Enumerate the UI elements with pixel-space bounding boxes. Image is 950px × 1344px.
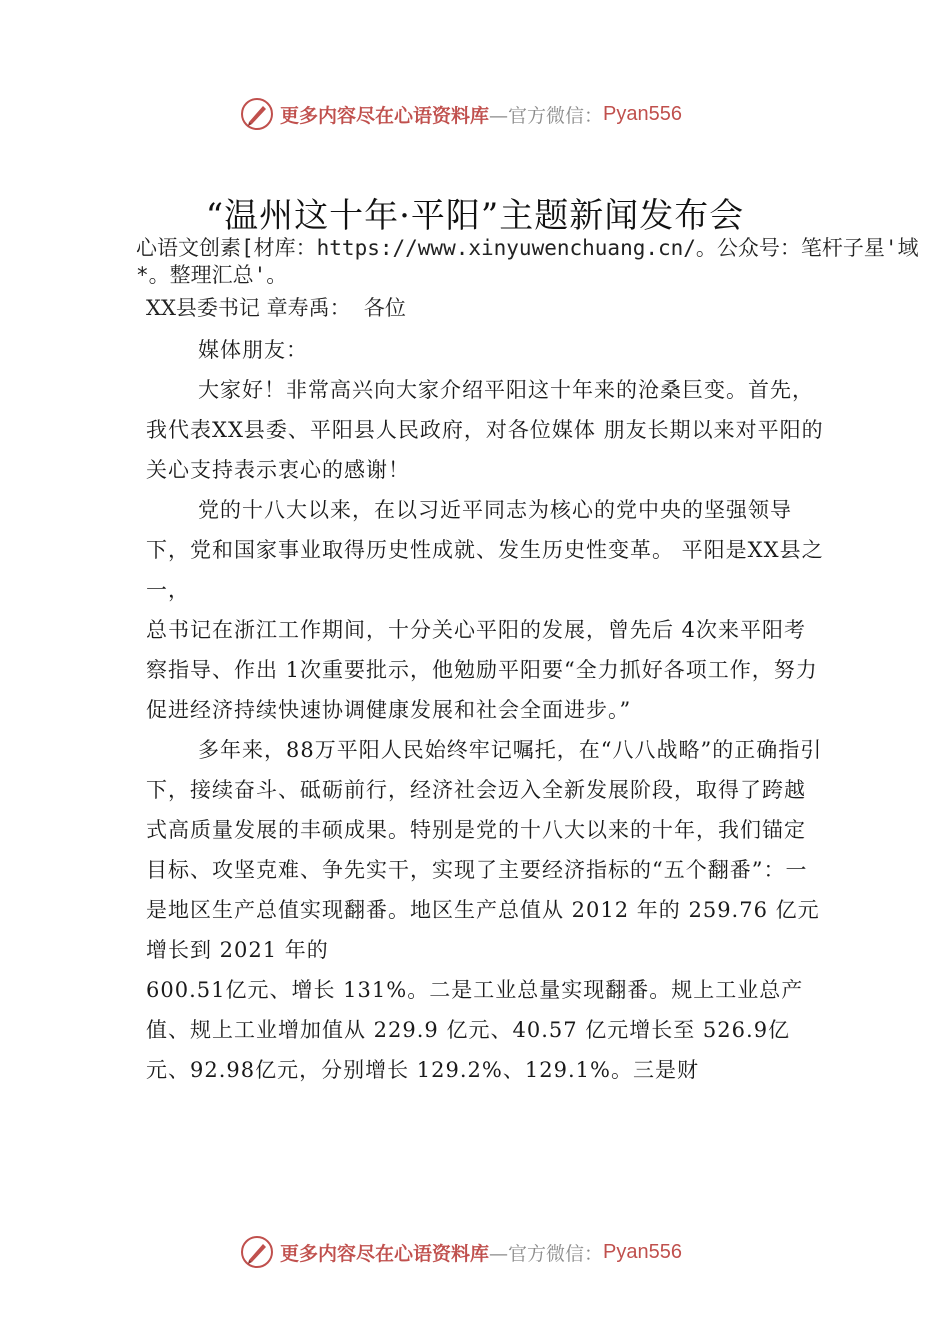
document-body	[146, 330, 826, 1090]
paragraph: 大家好！非常高兴向大家介绍平阳这十年来的沧桑巨变。首先，我代表XX县委、平阳县人民政府，对各位媒体 朋友长期以来对平阳的关心支持表示衷心的感谢！	[146, 378, 824, 482]
watermark-text-library: 更多内容尽在心语资料库	[280, 104, 490, 127]
watermark-text-wechat-label: —官方微信：	[489, 104, 604, 127]
watermark-text-wechat-id: Pyan556	[603, 1240, 682, 1263]
paragraph: 总书记在浙江工作期间，十分关心平阳的发展，曾先后 4次来平阳考察指导、作出 1次重要批示，他勉励平阳要“全力抓好各项工作，努力促进经济持续快速协调健康发展和社会全面进步。”	[146, 618, 818, 722]
source-line: 心语文创素[材库：https://www.xinyuwenchuang.cn/。公众号：笔杆子星'域*。整理汇总'。	[136, 236, 919, 287]
header-watermark	[240, 96, 682, 132]
author-line: XX县委书记 章寿禹： 各位	[146, 296, 406, 320]
paragraph: 多年来，88万平阳人民始终牢记嘱托，在“八八战略”的正确指引下，接续奋斗、砥砺前行，经济社会迈入全新发展阶段，取得了跨越式高质量发展的丰硕成果。特别是党的十八大以来的十年，我们锚定目标、攻坚克难、争先实干，实现了主要经济指标的“五个翻番”：一是地区生产总值实现翻番。地区生产总值从 2012 年的 259.76 亿元增长到 2021 年的	[146, 738, 823, 962]
paragraph: 媒体朋友：	[198, 338, 308, 362]
footer-watermark	[240, 1234, 682, 1270]
watermark-text-wechat-id: Pyan556	[603, 102, 682, 125]
paragraph: 600.51亿元、增长 131%。二是工业总量实现翻番。规上工业总产值、规上工业增加值从 229.9 亿元、40.57 亿元增长至 526.9亿元、92.98亿元，分别增长 129.2%、129.1%。三是财	[146, 978, 804, 1082]
pen-logo-icon	[240, 97, 274, 131]
watermark-text-wechat-label: —官方微信：	[489, 1242, 604, 1265]
pen-logo-icon	[240, 1235, 274, 1269]
document-title: “温州这十年·平阳”主题新闻发布会	[205, 196, 745, 236]
paragraph: 党的十八大以来，在以习近平同志为核心的党中央的坚强领导下，党和国家事业取得历史性成就、发生历史性变革。 平阳是XX县之一，	[146, 498, 824, 602]
watermark-text-library: 更多内容尽在心语资料库	[280, 1242, 490, 1265]
